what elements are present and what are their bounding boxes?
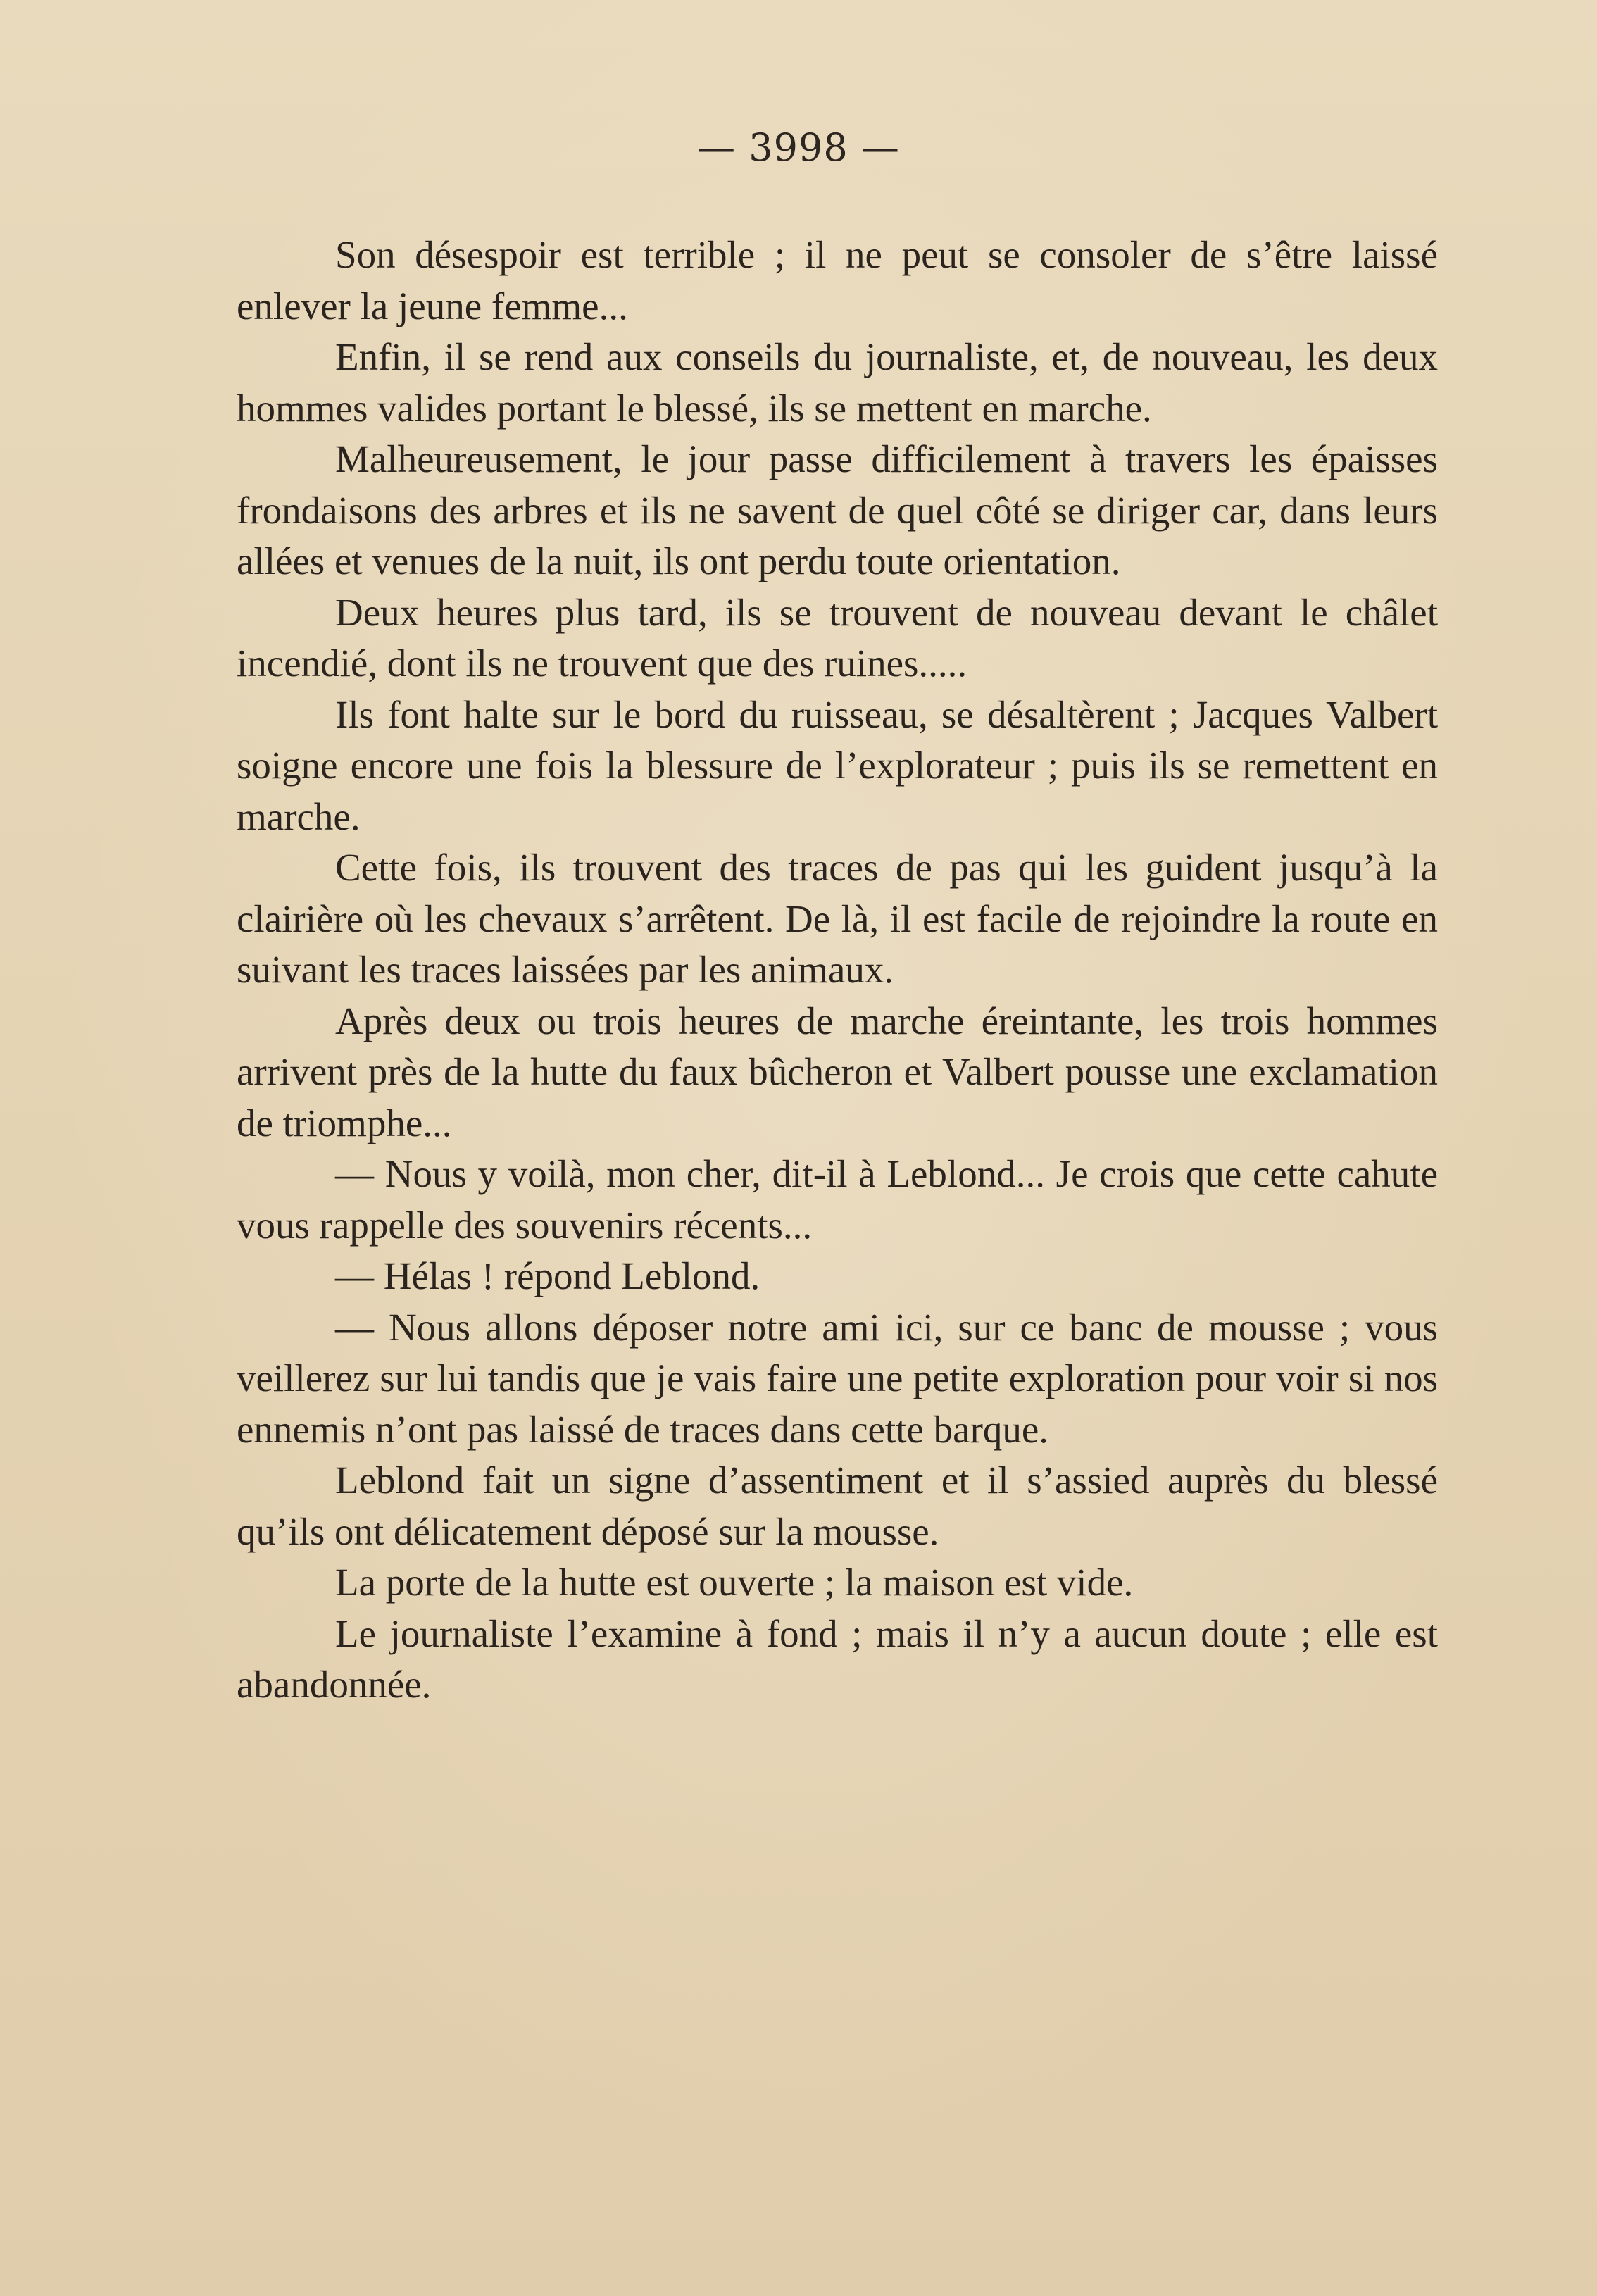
paragraph: Après deux ou trois heures de marche éreintante, les trois hommes arrivent près de la hutte du faux bûcheron et Valbert pousse une exclamation de triomphe...: [237, 999, 1438, 1144]
paragraph: Deux heures plus tard, ils se trouvent de nouveau devant le châlet incendié, dont ils ne trouvent que des ruines.....: [237, 590, 1438, 685]
paragraph: Leblond fait un signe d’assentiment et il s’assied auprès du blessé qu’ils ont délicatement déposé sur la mousse.: [237, 1459, 1438, 1553]
paragraph: Malheureusement, le jour passe difficilement à travers les épaisses frondaisons des arbres et ils ne savent de quel côté se diriger car, dans leurs allées et venues de la nuit, ils ont perdu toute orientation.: [237, 437, 1438, 582]
page-number: — 3998 —: [697, 125, 900, 170]
paragraph: Le journaliste l’examine à fond ; mais il n’y a aucun doute ; elle est abandonnée.: [237, 1611, 1438, 1706]
body-text: [237, 230, 1438, 1711]
paragraph: Enfin, il se rend aux conseils du journaliste, et, de nouveau, les deux hommes valides portant le blessé, ils se mettent en marche.: [237, 335, 1438, 430]
dialogue-line: — Nous y voilà, mon cher, dit-il à Leblond... Je crois que cette cahute vous rappelle des souvenirs récents...: [237, 1152, 1438, 1247]
paragraph: La porte de la hutte est ouverte ; la maison est vide.: [335, 1561, 1134, 1604]
dialogue-line: — Hélas ! répond Leblond.: [335, 1254, 760, 1297]
paragraph: Son désespoir est terrible ; il ne peut se consoler de s’être laissé enlever la jeune femme...: [237, 233, 1438, 327]
paragraph: Ils font halte sur le bord du ruisseau, se désaltèrent ; Jacques Valbert soigne encore une fois la blessure de l’explorateur ; puis ils se remettent en marche.: [237, 692, 1438, 838]
paragraph: Cette fois, ils trouvent des traces de pas qui les guident jusqu’à la clairière où les chevaux s’arrêtent. De là, il est facile de rejoindre la route en suivant les traces laissées par les animaux.: [237, 846, 1438, 991]
dialogue-line: — Nous allons déposer notre ami ici, sur ce banc de mousse ; vous veillerez sur lui tandis que je vais faire une petite exploration pour voir si nos ennemis n’ont pas laissé de traces dans cette barque.: [237, 1305, 1438, 1451]
